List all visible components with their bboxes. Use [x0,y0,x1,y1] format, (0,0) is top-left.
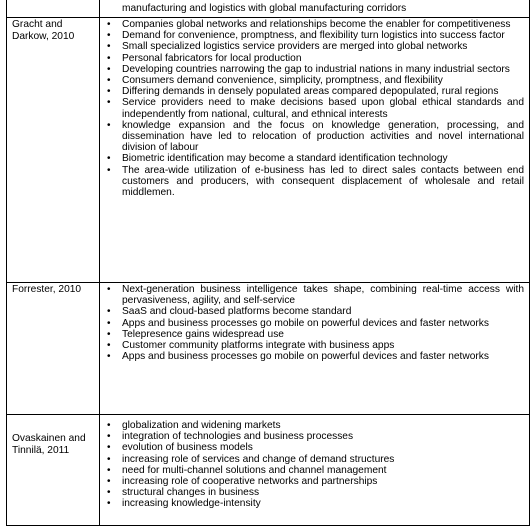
list-item: • need for multi-channel solutions and channel management [100,465,524,476]
list-item: • Companies global networks and relationships become the enabler for competitiveness [100,19,524,30]
list-item: • evolution of business models [100,442,524,453]
table-row [7,282,529,414]
list-item: • Service providers need to make decisions based upon global ethical standards and independently from national, cultural, and ethnical interests [100,97,524,119]
table-row [7,17,529,282]
trend-list [100,19,529,198]
list-item: • Telepresence gains widespread use [100,329,524,340]
list-item: • increasing knowledge-intensity [100,498,524,509]
list-item: • Demand for convenience, promptness, and flexibility turn logistics into success factor [100,30,524,41]
author-cell: Gracht and Darkow, 2010 [7,18,100,282]
table-row [7,414,529,525]
list-item: • Developing countries narrowing the gap to industrial nations in many industrial sectors [100,64,524,75]
list-item: • Biometric identification may become a standard identification technology [100,153,524,164]
list-item: • globalization and widening markets [100,420,524,431]
table-row [7,0,529,17]
list-item: • Personal fabricators for local production [100,53,524,64]
list-item: • Customer community platforms integrate with business apps [100,340,524,351]
trend-list [100,284,529,362]
list-item: • increasing role of cooperative networks and partnerships [100,476,524,487]
list-item: • The area-wide utilization of e-business has led to direct sales contacts between end customers and producers, with consequent displacement of wholesale and retail middlemen. [100,165,524,199]
author-cell [7,0,100,17]
trend-list [100,3,529,14]
author-cell: Ovaskainen and Tinnilä, 2011 [7,415,100,525]
list-item: • Next-generation business intelligence takes shape, combining real-time access with pervasiveness, agility, and self-service [100,284,524,306]
list-item: manufacturing and logistics with global manufacturing corridors [122,3,407,14]
list-item: • Apps and business processes go mobile on powerful devices and faster networks [100,351,524,362]
list-item: • Small specialized logistics service providers are merged into global networks [100,41,524,52]
list-item: • increasing role of services and change of demand structures [100,454,524,465]
list-item: • SaaS and cloud-based platforms become standard [100,306,524,317]
list-item: • structural changes in business [100,487,524,498]
list-item: • Apps and business processes go mobile on powerful devices and faster networks [100,318,524,329]
list-item: • Differing demands in densely populated areas compared depopulated, rural regions [100,86,524,97]
trend-list [100,420,529,510]
list-item: • knowledge expansion and the focus on knowledge generation, processing, and dissemination have led to relocation of production activities and novel international division of labour [100,120,524,154]
trends-table [6,0,530,526]
author-cell: Forrester, 2010 [7,283,100,414]
list-item: • integration of technologies and business processes [100,431,524,442]
list-item: • Consumers demand convenience, simplicity, promptness, and flexibility [100,75,524,86]
